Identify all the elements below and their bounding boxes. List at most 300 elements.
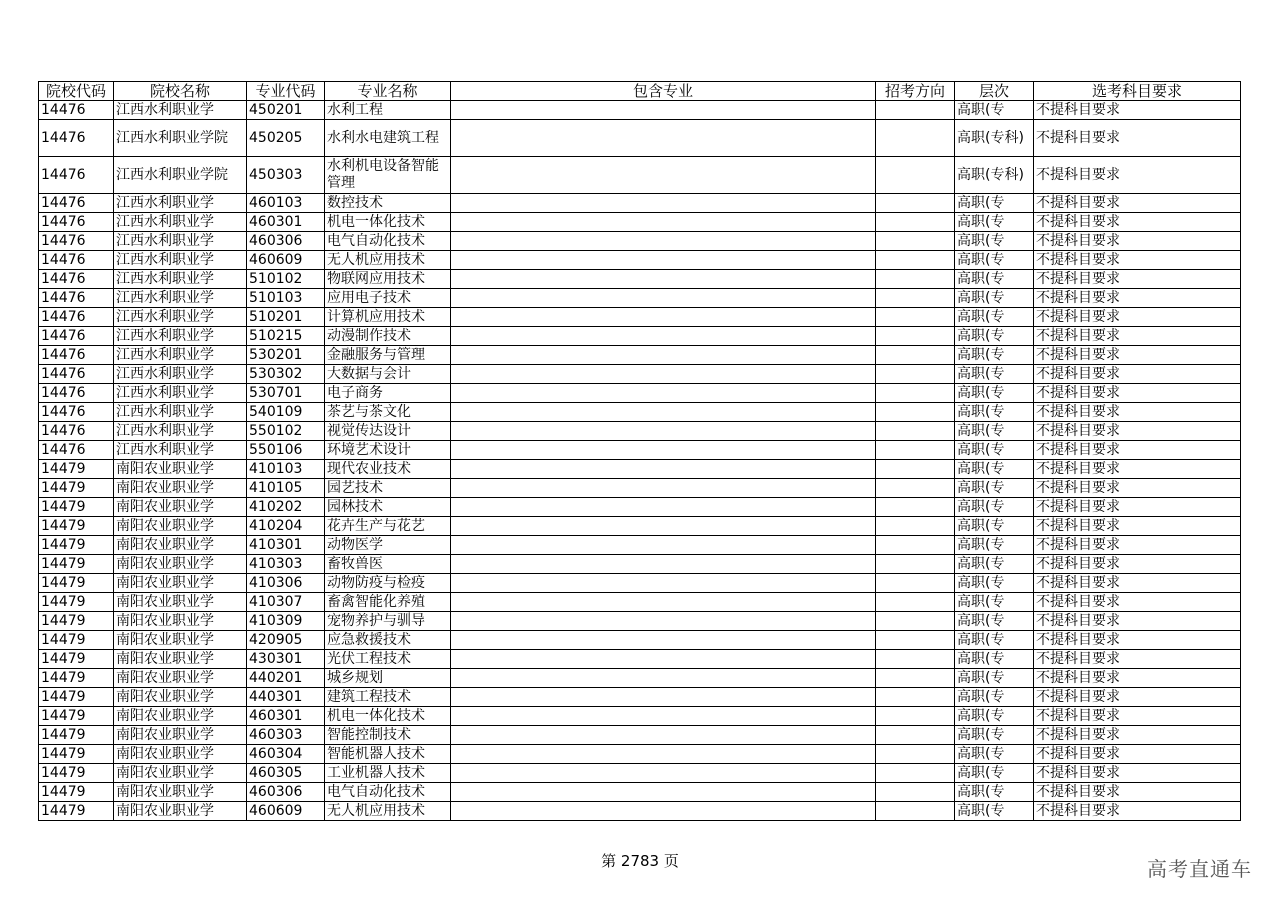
cell-school-code: 14479	[39, 802, 114, 821]
cell-direction	[876, 574, 955, 593]
cell-included-majors	[451, 745, 876, 764]
cell-major-name: 水利机电设备智能管理	[325, 157, 451, 194]
cell-major-code: 510102	[247, 270, 325, 289]
cell-school-code: 14479	[39, 498, 114, 517]
cell-subject-requirement: 不提科目要求	[1034, 764, 1241, 783]
table-row	[39, 308, 1241, 327]
cell-included-majors	[451, 232, 876, 251]
cell-level: 高职(专	[955, 498, 1034, 517]
cell-included-majors	[451, 101, 876, 120]
cell-direction	[876, 101, 955, 120]
cell-major-code: 410204	[247, 517, 325, 536]
cell-level: 高职(专	[955, 726, 1034, 745]
cell-school-code: 14476	[39, 346, 114, 365]
table-row	[39, 669, 1241, 688]
cell-included-majors	[451, 612, 876, 631]
header-major-name: 专业名称	[325, 82, 451, 101]
cell-included-majors	[451, 536, 876, 555]
table-row	[39, 441, 1241, 460]
cell-subject-requirement: 不提科目要求	[1034, 650, 1241, 669]
cell-subject-requirement: 不提科目要求	[1034, 802, 1241, 821]
cell-included-majors	[451, 688, 876, 707]
cell-subject-requirement: 不提科目要求	[1034, 346, 1241, 365]
cell-level: 高职(专	[955, 650, 1034, 669]
cell-subject-requirement: 不提科目要求	[1034, 669, 1241, 688]
cell-major-name: 机电一体化技术	[325, 707, 451, 726]
cell-major-name: 物联网应用技术	[325, 270, 451, 289]
cell-direction	[876, 517, 955, 536]
cell-major-name: 电气自动化技术	[325, 232, 451, 251]
cell-subject-requirement: 不提科目要求	[1034, 157, 1241, 194]
table-row	[39, 384, 1241, 403]
cell-school-code: 14479	[39, 631, 114, 650]
cell-included-majors	[451, 593, 876, 612]
cell-included-majors	[451, 441, 876, 460]
cell-major-code: 510215	[247, 327, 325, 346]
cell-included-majors	[451, 308, 876, 327]
cell-level: 高职(专科)	[955, 157, 1034, 194]
table-row	[39, 157, 1241, 194]
cell-major-code: 410301	[247, 536, 325, 555]
cell-subject-requirement: 不提科目要求	[1034, 308, 1241, 327]
cell-major-name: 电气自动化技术	[325, 783, 451, 802]
cell-major-name: 应用电子技术	[325, 289, 451, 308]
table-row	[39, 101, 1241, 120]
cell-school-code: 14476	[39, 327, 114, 346]
cell-included-majors	[451, 726, 876, 745]
cell-school-code: 14476	[39, 194, 114, 213]
cell-major-name: 金融服务与管理	[325, 346, 451, 365]
cell-level: 高职(专	[955, 422, 1034, 441]
cell-direction	[876, 365, 955, 384]
cell-school-code: 14476	[39, 365, 114, 384]
cell-level: 高职(专	[955, 745, 1034, 764]
cell-level: 高职(专	[955, 101, 1034, 120]
cell-major-name: 电子商务	[325, 384, 451, 403]
cell-major-code: 550106	[247, 441, 325, 460]
cell-level: 高职(专	[955, 574, 1034, 593]
page-number: 第 2783 页	[601, 852, 679, 870]
cell-school-code: 14479	[39, 669, 114, 688]
cell-level: 高职(专	[955, 346, 1034, 365]
cell-major-code: 460301	[247, 707, 325, 726]
cell-school-name: 南阳农业职业学	[114, 783, 247, 802]
cell-subject-requirement: 不提科目要求	[1034, 498, 1241, 517]
cell-major-code: 460305	[247, 764, 325, 783]
cell-subject-requirement: 不提科目要求	[1034, 384, 1241, 403]
table-row	[39, 460, 1241, 479]
table-row	[39, 612, 1241, 631]
cell-level: 高职(专	[955, 688, 1034, 707]
cell-school-name: 南阳农业职业学	[114, 650, 247, 669]
cell-school-code: 14476	[39, 422, 114, 441]
cell-level: 高职(专	[955, 517, 1034, 536]
cell-school-code: 14476	[39, 308, 114, 327]
cell-subject-requirement: 不提科目要求	[1034, 688, 1241, 707]
cell-direction	[876, 460, 955, 479]
cell-level: 高职(专	[955, 384, 1034, 403]
cell-school-code: 14479	[39, 593, 114, 612]
cell-subject-requirement: 不提科目要求	[1034, 213, 1241, 232]
header-included-majors: 包含专业	[451, 82, 876, 101]
cell-school-code: 14479	[39, 612, 114, 631]
cell-level: 高职(专	[955, 403, 1034, 422]
cell-included-majors	[451, 194, 876, 213]
cell-subject-requirement: 不提科目要求	[1034, 517, 1241, 536]
cell-major-name: 动漫制作技术	[325, 327, 451, 346]
cell-direction	[876, 726, 955, 745]
cell-included-majors	[451, 669, 876, 688]
cell-school-name: 江西水利职业学	[114, 270, 247, 289]
cell-direction	[876, 422, 955, 441]
cell-direction	[876, 194, 955, 213]
cell-included-majors	[451, 802, 876, 821]
cell-school-code: 14479	[39, 536, 114, 555]
cell-major-code: 530701	[247, 384, 325, 403]
cell-school-code: 14476	[39, 403, 114, 422]
cell-school-code: 14476	[39, 232, 114, 251]
cell-major-code: 460306	[247, 783, 325, 802]
table-row	[39, 498, 1241, 517]
cell-included-majors	[451, 517, 876, 536]
cell-school-name: 江西水利职业学院	[114, 157, 247, 194]
cell-major-name: 无人机应用技术	[325, 802, 451, 821]
cell-subject-requirement: 不提科目要求	[1034, 403, 1241, 422]
cell-level: 高职(专	[955, 593, 1034, 612]
table-row	[39, 650, 1241, 669]
table-row	[39, 270, 1241, 289]
cell-major-code: 460304	[247, 745, 325, 764]
cell-level: 高职(专	[955, 479, 1034, 498]
cell-direction	[876, 441, 955, 460]
cell-major-name: 园艺技术	[325, 479, 451, 498]
cell-major-code: 450201	[247, 101, 325, 120]
cell-direction	[876, 403, 955, 422]
cell-major-code: 460609	[247, 251, 325, 270]
cell-school-code: 14476	[39, 441, 114, 460]
cell-included-majors	[451, 783, 876, 802]
cell-direction	[876, 631, 955, 650]
cell-subject-requirement: 不提科目要求	[1034, 783, 1241, 802]
table-row	[39, 726, 1241, 745]
cell-school-code: 14479	[39, 460, 114, 479]
cell-school-code: 14479	[39, 726, 114, 745]
cell-direction	[876, 612, 955, 631]
cell-subject-requirement: 不提科目要求	[1034, 441, 1241, 460]
cell-level: 高职(专	[955, 460, 1034, 479]
cell-subject-requirement: 不提科目要求	[1034, 232, 1241, 251]
cell-direction	[876, 384, 955, 403]
cell-major-code: 530201	[247, 346, 325, 365]
cell-level: 高职(专	[955, 327, 1034, 346]
cell-direction	[876, 213, 955, 232]
cell-major-name: 应急救援技术	[325, 631, 451, 650]
cell-school-name: 南阳农业职业学	[114, 517, 247, 536]
cell-included-majors	[451, 574, 876, 593]
cell-subject-requirement: 不提科目要求	[1034, 251, 1241, 270]
cell-subject-requirement: 不提科目要求	[1034, 194, 1241, 213]
cell-direction	[876, 232, 955, 251]
cell-direction	[876, 745, 955, 764]
cell-level: 高职(专	[955, 536, 1034, 555]
cell-included-majors	[451, 498, 876, 517]
cell-school-name: 南阳农业职业学	[114, 631, 247, 650]
cell-subject-requirement: 不提科目要求	[1034, 365, 1241, 384]
cell-major-code: 510201	[247, 308, 325, 327]
cell-direction	[876, 802, 955, 821]
cell-school-code: 14479	[39, 688, 114, 707]
cell-school-code: 14479	[39, 517, 114, 536]
cell-subject-requirement: 不提科目要求	[1034, 612, 1241, 631]
cell-direction	[876, 327, 955, 346]
cell-level: 高职(专	[955, 270, 1034, 289]
cell-school-name: 南阳农业职业学	[114, 726, 247, 745]
cell-included-majors	[451, 289, 876, 308]
cell-subject-requirement: 不提科目要求	[1034, 574, 1241, 593]
cell-school-code: 14476	[39, 157, 114, 194]
cell-direction	[876, 479, 955, 498]
cell-major-name: 工业机器人技术	[325, 764, 451, 783]
cell-included-majors	[451, 479, 876, 498]
cell-direction	[876, 289, 955, 308]
cell-included-majors	[451, 213, 876, 232]
header-school-code: 院校代码	[39, 82, 114, 101]
cell-level: 高职(专	[955, 308, 1034, 327]
cell-included-majors	[451, 555, 876, 574]
cell-school-name: 江西水利职业学	[114, 251, 247, 270]
table-row	[39, 232, 1241, 251]
cell-major-code: 420905	[247, 631, 325, 650]
cell-level: 高职(专	[955, 631, 1034, 650]
cell-major-name: 花卉生产与花艺	[325, 517, 451, 536]
cell-included-majors	[451, 384, 876, 403]
cell-major-code: 460103	[247, 194, 325, 213]
cell-school-name: 江西水利职业学院	[114, 120, 247, 157]
cell-major-name: 建筑工程技术	[325, 688, 451, 707]
table-row	[39, 783, 1241, 802]
cell-included-majors	[451, 764, 876, 783]
cell-school-name: 江西水利职业学	[114, 365, 247, 384]
cell-major-code: 450303	[247, 157, 325, 194]
cell-school-code: 14476	[39, 270, 114, 289]
cell-major-name: 水利水电建筑工程	[325, 120, 451, 157]
cell-major-code: 440201	[247, 669, 325, 688]
cell-included-majors	[451, 650, 876, 669]
cell-school-name: 南阳农业职业学	[114, 688, 247, 707]
cell-major-code: 410105	[247, 479, 325, 498]
cell-school-code: 14479	[39, 479, 114, 498]
cell-school-name: 江西水利职业学	[114, 194, 247, 213]
cell-school-code: 14476	[39, 120, 114, 157]
cell-included-majors	[451, 327, 876, 346]
cell-level: 高职(专	[955, 251, 1034, 270]
cell-subject-requirement: 不提科目要求	[1034, 101, 1241, 120]
cell-school-name: 江西水利职业学	[114, 327, 247, 346]
cell-school-name: 江西水利职业学	[114, 289, 247, 308]
cell-school-code: 14479	[39, 555, 114, 574]
table-row	[39, 251, 1241, 270]
cell-school-code: 14476	[39, 213, 114, 232]
cell-major-name: 城乡规划	[325, 669, 451, 688]
table-row	[39, 327, 1241, 346]
cell-direction	[876, 157, 955, 194]
cell-major-code: 410103	[247, 460, 325, 479]
cell-major-code: 410306	[247, 574, 325, 593]
table-row	[39, 707, 1241, 726]
header-direction: 招考方向	[876, 82, 955, 101]
header-major-code: 专业代码	[247, 82, 325, 101]
cell-school-name: 江西水利职业学	[114, 346, 247, 365]
cell-school-name: 江西水利职业学	[114, 384, 247, 403]
cell-direction	[876, 555, 955, 574]
cell-major-code: 460303	[247, 726, 325, 745]
cell-school-name: 江西水利职业学	[114, 441, 247, 460]
cell-level: 高职(专	[955, 365, 1034, 384]
cell-major-name: 视觉传达设计	[325, 422, 451, 441]
cell-level: 高职(专	[955, 555, 1034, 574]
cell-school-code: 14476	[39, 289, 114, 308]
cell-school-name: 南阳农业职业学	[114, 536, 247, 555]
table-row	[39, 365, 1241, 384]
cell-major-name: 动物医学	[325, 536, 451, 555]
cell-major-name: 计算机应用技术	[325, 308, 451, 327]
cell-school-name: 南阳农业职业学	[114, 707, 247, 726]
cell-major-name: 智能机器人技术	[325, 745, 451, 764]
cell-subject-requirement: 不提科目要求	[1034, 479, 1241, 498]
cell-level: 高职(专	[955, 289, 1034, 308]
cell-direction	[876, 688, 955, 707]
cell-direction	[876, 669, 955, 688]
cell-school-name: 江西水利职业学	[114, 232, 247, 251]
cell-major-name: 宠物养护与驯导	[325, 612, 451, 631]
cell-school-name: 南阳农业职业学	[114, 479, 247, 498]
cell-major-name: 数控技术	[325, 194, 451, 213]
cell-major-code: 460301	[247, 213, 325, 232]
table-row	[39, 688, 1241, 707]
cell-school-code: 14479	[39, 650, 114, 669]
cell-level: 高职(专科)	[955, 120, 1034, 157]
cell-subject-requirement: 不提科目要求	[1034, 289, 1241, 308]
cell-major-code: 510103	[247, 289, 325, 308]
cell-school-name: 南阳农业职业学	[114, 574, 247, 593]
cell-major-name: 大数据与会计	[325, 365, 451, 384]
cell-included-majors	[451, 422, 876, 441]
table-row	[39, 422, 1241, 441]
cell-included-majors	[451, 251, 876, 270]
cell-school-name: 南阳农业职业学	[114, 555, 247, 574]
cell-level: 高职(专	[955, 213, 1034, 232]
cell-school-name: 南阳农业职业学	[114, 669, 247, 688]
cell-school-name: 江西水利职业学	[114, 101, 247, 120]
watermark-logo: 高考直通车	[1147, 857, 1252, 881]
cell-major-code: 430301	[247, 650, 325, 669]
table-row	[39, 555, 1241, 574]
cell-major-name: 水利工程	[325, 101, 451, 120]
cell-included-majors	[451, 270, 876, 289]
cell-major-name: 畜牧兽医	[325, 555, 451, 574]
table-row	[39, 745, 1241, 764]
cell-school-name: 南阳农业职业学	[114, 612, 247, 631]
header-subject-requirement: 选考科目要求	[1034, 82, 1241, 101]
cell-subject-requirement: 不提科目要求	[1034, 422, 1241, 441]
cell-school-code: 14476	[39, 384, 114, 403]
cell-subject-requirement: 不提科目要求	[1034, 593, 1241, 612]
cell-direction	[876, 346, 955, 365]
cell-school-name: 江西水利职业学	[114, 403, 247, 422]
cell-major-name: 茶艺与茶文化	[325, 403, 451, 422]
cell-major-name: 光伏工程技术	[325, 650, 451, 669]
cell-direction	[876, 308, 955, 327]
cell-major-name: 动物防疫与检疫	[325, 574, 451, 593]
cell-direction	[876, 498, 955, 517]
table-row	[39, 213, 1241, 232]
cell-school-name: 江西水利职业学	[114, 308, 247, 327]
header-row	[39, 82, 1241, 101]
cell-school-code: 14479	[39, 764, 114, 783]
cell-major-code: 410303	[247, 555, 325, 574]
cell-major-code: 460609	[247, 802, 325, 821]
cell-subject-requirement: 不提科目要求	[1034, 460, 1241, 479]
cell-level: 高职(专	[955, 612, 1034, 631]
cell-direction	[876, 593, 955, 612]
cell-direction	[876, 650, 955, 669]
cell-direction	[876, 764, 955, 783]
cell-level: 高职(专	[955, 669, 1034, 688]
cell-school-code: 14479	[39, 783, 114, 802]
table-row	[39, 536, 1241, 555]
cell-included-majors	[451, 120, 876, 157]
cell-school-name: 南阳农业职业学	[114, 764, 247, 783]
header-school-name: 院校名称	[114, 82, 247, 101]
table-row	[39, 346, 1241, 365]
enrollment-table	[38, 81, 1241, 821]
table-row	[39, 289, 1241, 308]
table-row	[39, 631, 1241, 650]
table-row	[39, 574, 1241, 593]
cell-subject-requirement: 不提科目要求	[1034, 707, 1241, 726]
cell-school-name: 南阳农业职业学	[114, 745, 247, 764]
header-level: 层次	[955, 82, 1034, 101]
cell-school-name: 南阳农业职业学	[114, 802, 247, 821]
cell-included-majors	[451, 157, 876, 194]
cell-included-majors	[451, 631, 876, 650]
cell-direction	[876, 120, 955, 157]
cell-included-majors	[451, 365, 876, 384]
cell-subject-requirement: 不提科目要求	[1034, 631, 1241, 650]
cell-subject-requirement: 不提科目要求	[1034, 327, 1241, 346]
cell-level: 高职(专	[955, 783, 1034, 802]
cell-direction	[876, 536, 955, 555]
cell-major-code: 530302	[247, 365, 325, 384]
cell-major-code: 410202	[247, 498, 325, 517]
cell-direction	[876, 783, 955, 802]
cell-subject-requirement: 不提科目要求	[1034, 536, 1241, 555]
cell-school-name: 南阳农业职业学	[114, 593, 247, 612]
cell-major-name: 机电一体化技术	[325, 213, 451, 232]
cell-direction	[876, 270, 955, 289]
cell-subject-requirement: 不提科目要求	[1034, 270, 1241, 289]
cell-major-code: 410309	[247, 612, 325, 631]
cell-level: 高职(专	[955, 764, 1034, 783]
cell-included-majors	[451, 403, 876, 422]
table-row	[39, 403, 1241, 422]
cell-major-code: 450205	[247, 120, 325, 157]
cell-level: 高职(专	[955, 194, 1034, 213]
cell-school-name: 南阳农业职业学	[114, 460, 247, 479]
cell-major-name: 无人机应用技术	[325, 251, 451, 270]
table-row	[39, 593, 1241, 612]
table-row	[39, 479, 1241, 498]
